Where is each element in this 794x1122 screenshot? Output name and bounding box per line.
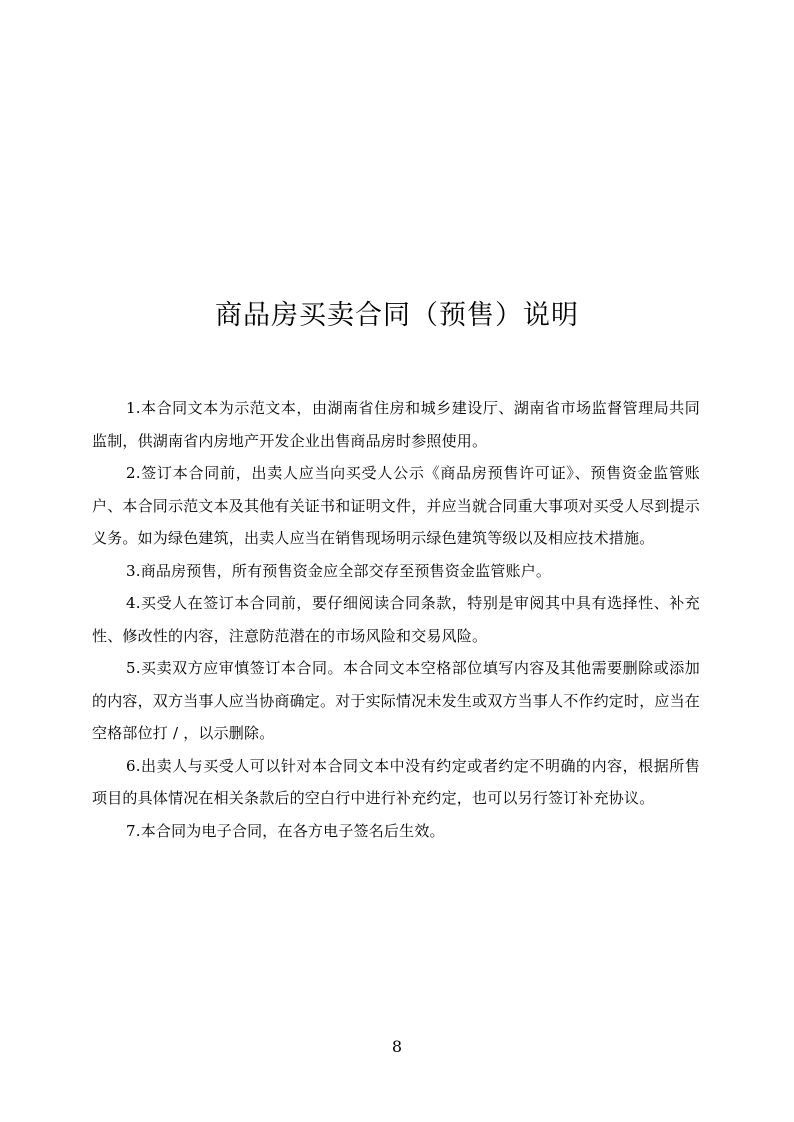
document-body <box>92 392 700 847</box>
paragraph-2: 2.签订本合同前，出卖人应当向买受人公示《商品房预售许可证》、预售资金监管账户、本合同示范文本及其他有关证书和证明文件，并应当就合同重大事项对买受人尽到提示义务。如为绿色建筑，出卖人应当在销售现场明示绿色建筑等级以及相应技术措施。 <box>92 464 701 547</box>
paragraph-3: 3.商品房预售，所有预售资金应全部交存至预售资金监管账户。 <box>126 561 552 580</box>
paragraph-7: 7.本合同为电子合同，在各方电子签名后生效。 <box>126 821 445 840</box>
page-number: 8 <box>391 1037 403 1056</box>
document-title: 商品房买卖合同（预售）说明 <box>215 300 579 331</box>
paragraph-6: 6.出卖人与买受人可以针对本合同文本中没有约定或者约定不明确的内容，根据所售项目的具体情况在相关条款后的空白行中进行补充约定，也可以另行签订补充协议。 <box>92 756 700 807</box>
paragraph-1: 1.本合同文本为示范文本，由湖南省住房和城乡建设厅、湖南省市场监督管理局共同监制，供湖南省内房地产开发企业出售商品房时参照使用。 <box>92 399 700 450</box>
paragraph-5: 5.买卖双方应审慎签订本合同。本合同文本空格部位填写内容及其他需要删除或添加的内容，双方当事人应当协商确定。对于实际情况未发生或双方当事人不作约定时，应当在空格部位打 / ，以示删除。 <box>92 659 701 742</box>
paragraph-4: 4.买受人在签订本合同前，要仔细阅读合同条款，特别是审阅其中具有选择性、补充性、修改性的内容，注意防范潜在的市场风险和交易风险。 <box>92 594 700 645</box>
